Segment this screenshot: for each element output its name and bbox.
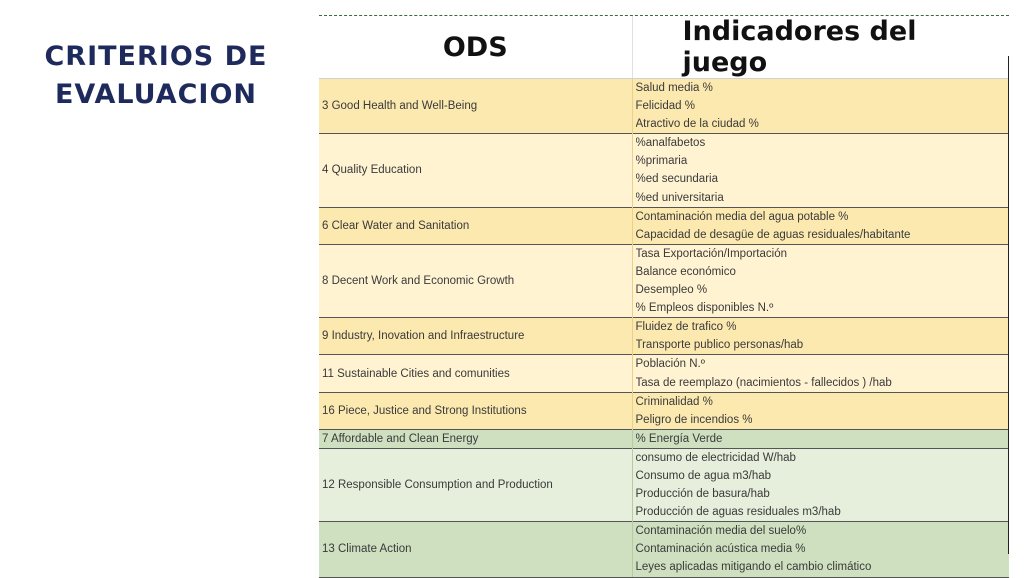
indicator-item: Producción de aguas residuales m3/hab xyxy=(635,506,841,519)
ods-cell: 11 Sustainable Cities and comunities xyxy=(319,355,632,392)
table-row xyxy=(319,429,1009,448)
indicator-item: Atractivo de la ciudad % xyxy=(635,118,759,131)
ods-cell: 13 Climate Action xyxy=(319,522,632,577)
table-row xyxy=(319,522,1009,577)
table-right-border xyxy=(1008,56,1009,554)
indicator-item: consumo de electricidad W/hab xyxy=(635,451,796,464)
indicator-item: Consumo de agua m3/hab xyxy=(635,469,772,482)
indicator-item: Producción de basura/hab xyxy=(635,488,770,501)
indicator-item: % Energía Verde xyxy=(635,432,723,445)
indicator-item: %primaria xyxy=(635,155,688,168)
criteria-sheet xyxy=(319,15,1009,578)
ods-cell: 4 Quality Education xyxy=(319,134,632,207)
indicator-item: Contaminación media del suelo% xyxy=(635,525,807,538)
indicator-item: %ed universitaria xyxy=(635,191,724,204)
criteria-table xyxy=(319,16,1009,578)
table-row xyxy=(319,318,1009,355)
indicator-item: Leyes aplicadas mitigando el cambio climático xyxy=(635,561,872,574)
indicators-cell xyxy=(632,318,1009,355)
table-body xyxy=(319,79,1009,578)
ods-cell: 7 Affordable and Clean Energy xyxy=(319,429,632,448)
indicator-item: Balance económico xyxy=(635,265,736,278)
table-row xyxy=(319,134,1009,207)
indicator-item: Población N.º xyxy=(635,358,705,371)
slide-title-line-2: EVALUACION xyxy=(54,79,258,110)
indicator-item: Tasa de reemplazo (nacimientos - fallecidos ) /hab xyxy=(635,376,892,389)
indicator-item: Tasa Exportación/Importación xyxy=(635,247,787,260)
slide-title xyxy=(40,38,272,114)
indicator-item: %analfabetos xyxy=(635,137,706,150)
indicator-item: Felicidad % xyxy=(635,100,695,113)
table-row xyxy=(319,244,1009,317)
indicators-cell xyxy=(632,522,1009,577)
indicators-cell xyxy=(632,448,1009,521)
indicator-item: Salud media % xyxy=(635,82,713,94)
ods-cell: 6 Clear Water and Sanitation xyxy=(319,207,632,244)
slide-title-line-1: CRITERIOS DE xyxy=(44,41,268,72)
table-row xyxy=(319,207,1009,244)
indicator-item: Contaminación acústica media % xyxy=(635,543,806,556)
table-row xyxy=(319,392,1009,429)
indicators-cell xyxy=(632,429,1009,448)
indicators-cell xyxy=(632,355,1009,392)
ods-cell: 16 Piece, Justice and Strong Institutions xyxy=(319,392,632,429)
indicators-cell xyxy=(632,207,1009,244)
header-row xyxy=(319,16,1009,79)
table-row xyxy=(319,355,1009,392)
indicator-item: Peligro de incendios % xyxy=(635,413,753,426)
ods-cell: 9 Industry, Inovation and Infraestructure xyxy=(319,318,632,355)
indicators-cell xyxy=(632,244,1009,317)
header-ods: ODS xyxy=(319,16,632,79)
indicator-item: Fluidez de trafico % xyxy=(635,321,737,334)
ods-cell: 3 Good Health and Well-Being xyxy=(319,79,632,134)
table-row xyxy=(319,79,1009,134)
indicator-item: %ed secundaria xyxy=(635,173,718,186)
ods-cell: 8 Decent Work and Economic Growth xyxy=(319,244,632,317)
table-row xyxy=(319,448,1009,521)
indicator-item: % Empleos disponibles N.º xyxy=(635,302,774,315)
indicators-cell xyxy=(632,134,1009,207)
indicator-item: Criminalidad % xyxy=(635,395,713,408)
header-indicators: Indicadores del juego xyxy=(632,16,1009,79)
indicator-item: Contaminación media del agua potable % xyxy=(635,210,849,223)
indicators-cell xyxy=(632,392,1009,429)
indicators-cell xyxy=(632,79,1009,134)
indicator-item: Transporte publico personas/hab xyxy=(635,339,804,352)
indicator-item: Desempleo % xyxy=(635,284,708,297)
indicator-item: Capacidad de desagüe de aguas residuales/habitante xyxy=(635,228,911,241)
ods-cell: 12 Responsible Consumption and Production xyxy=(319,448,632,521)
